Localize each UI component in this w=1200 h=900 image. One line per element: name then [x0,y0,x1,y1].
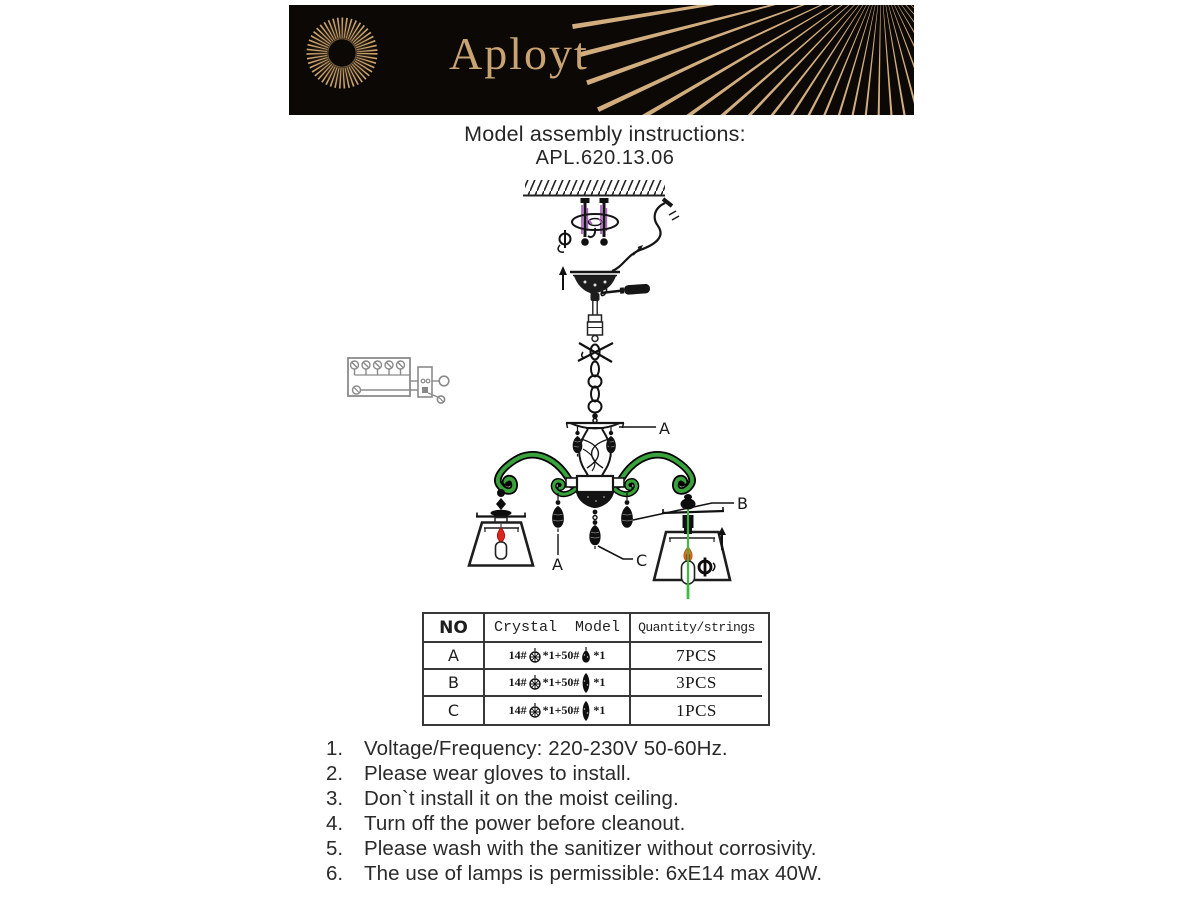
crystal-spec: *1 [593,703,606,717]
rotate-screw-icon [558,230,570,252]
banner-decoration [289,5,914,115]
right-lamp [654,494,730,599]
label-c: C [636,551,648,570]
pliers-on-link [578,343,613,362]
mounting-bracket [572,198,618,246]
table-row-crystal [485,643,631,670]
up-arrow-icon [559,266,567,290]
col-header-model: Model [574,619,620,636]
instruction-number: 1. [326,737,344,761]
left-arm [498,455,578,494]
crystal-bicone-icon [580,701,592,721]
table-row-crystal [485,670,631,697]
instruction-item [326,762,822,787]
instruction-list [326,737,822,886]
twisted-column [579,428,611,477]
instruction-item [326,837,822,862]
crystal-ball-icon [528,648,542,663]
sunburst-logo-icon [308,19,376,87]
power-wire [612,199,679,271]
instruction-item [326,861,822,886]
col-header-quantity: Quantity/strings [631,614,762,643]
instruction-number: 5. [326,837,344,860]
table-row-crystal [485,697,631,724]
rotate-bulb-icon [699,558,715,577]
crystal-pendant-icon [552,493,564,574]
crystal-spec: *1+50# [542,675,580,689]
chain [589,362,602,423]
page-title: Model assembly instructions: [464,122,746,146]
crystal-ball-icon [528,703,542,718]
crystal-spec: *1 [593,675,606,689]
instruction-number: 4. [326,812,344,836]
crystal-drop-icon [580,647,592,664]
label-b: B [737,494,748,513]
crystal-spec: *1 [593,648,606,662]
instruction-item [326,812,822,837]
hanger-rod [588,301,603,342]
brand-name: Aployt [449,28,589,79]
label-a-top: A [659,419,670,438]
crystal-spec: 14# [508,648,527,662]
table-row-no: A [424,643,485,670]
crystal-ball-icon [528,675,542,690]
col-header-crystal: Crystal [494,619,558,636]
crystal-spec: 14# [508,675,527,689]
ceiling-hatch [523,180,665,196]
crown-plate [566,419,670,457]
instruction-item [326,737,822,762]
instruction-text: Voltage/Frequency: 220-230V 50-60Hz. [364,737,728,761]
instruction-text: Don`t install it on the moist ceiling. [364,787,679,811]
left-lamp [469,489,533,566]
instruction-number: 6. [326,861,344,885]
crystal-spec: 14# [508,703,527,717]
instruction-number: 3. [326,787,344,811]
table-row-no: C [424,697,485,724]
instruction-item [326,787,822,812]
crystal-pendant-icon [589,525,647,570]
crystal-bicone-icon [580,673,592,693]
table-row-qty: 3PCS [631,670,762,697]
crystal-spec: *1+50# [542,648,580,662]
center-hub [566,476,624,525]
crystal-table [422,612,770,726]
table-row-qty: 1PCS [676,700,717,720]
col-header-no: NO [424,614,485,643]
candle-bulb [496,542,507,559]
col-header-crystal-model [485,614,631,643]
brand-banner [289,5,914,115]
canopy [570,272,620,301]
instruction-text: Turn off the power before cleanout. [364,812,686,836]
instruction-text: The use of lamps is permissible: 6xE14 max 40W. [364,861,823,885]
table-row-no: B [424,670,485,697]
leader-line-c [598,546,633,559]
model-number: APL.620.13.06 [535,147,675,169]
wiring-diagram [348,358,449,403]
instruction-number: 2. [326,762,344,786]
instruction-text: Please wear gloves to install. [364,762,632,786]
table-row-qty: 7PCS [631,643,762,670]
right-arm [612,455,692,494]
assembly-diagram [320,175,780,605]
rays-decoration [726,5,914,115]
label-a-mid: A [552,555,563,574]
crystal-spec: *1+50# [542,703,580,717]
instruction-text: Please wash with the sanitizer without corrosivity. [364,837,817,860]
